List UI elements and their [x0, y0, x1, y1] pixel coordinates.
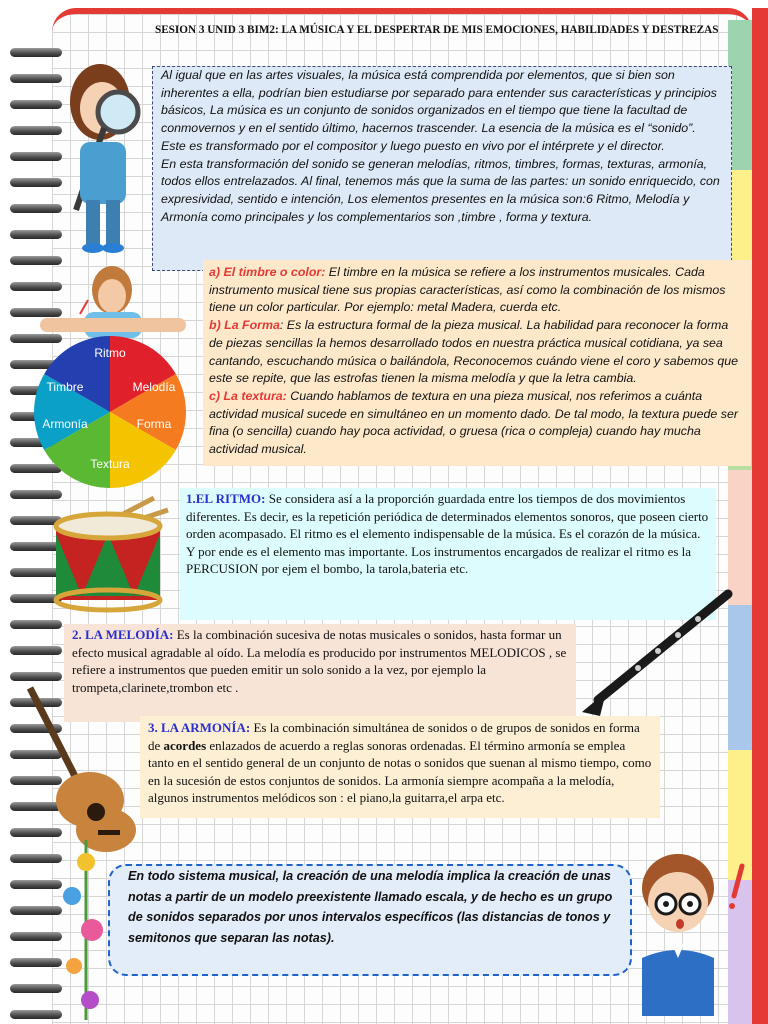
ritmo-text: Se considera así a la proporción guardada entre los tiempos de dos movimientos diferentes. Es decir, es la repetición periódica de determinados elementos sonoros, que poseen cierto orden acompasado. El ritmo es el elemento indispensable de la música. Es el corazón de la música. Y por ende es el elemento mas importante. Los instrumentos encargados de realizar el ritmo es la PERCUSION por ejem el bombo, la tarola,bateria etc.: [186, 491, 709, 577]
timbre-paragraph: [209, 264, 745, 317]
wheel-label-armonia: Armonía: [42, 417, 88, 431]
intro-box: [152, 66, 732, 271]
page-title: SESION 3 UNID 3 BIM2: LA MÚSICA Y EL DESPERTAR DE MIS EMOCIONES, HABILIDADES Y DESTREZAS: [155, 24, 719, 36]
textura-text: Cuando hablamos de textura en una pieza musical, nos referimos a cuánta actividad musical sucede en simultáneo en un momento dado. De tal modo, la textura puede ser fina (o sencilla) cuando hay poca actividad, o gruesa (rica o compleja) cuando hay mucha actividad musical.: [209, 388, 738, 457]
complementary-elements-box: [203, 260, 751, 466]
drum-icon: [50, 496, 180, 614]
forma-paragraph: [209, 317, 745, 388]
tab-peach: [728, 470, 752, 605]
escala-box: [108, 864, 632, 976]
textura-heading: c) La textura:: [209, 388, 287, 403]
armonia-heading: 3. LA ARMONÍA:: [148, 720, 251, 735]
melodia-heading: 2. LA MELODÍA:: [72, 627, 174, 642]
thinking-boy-illustration: [630, 846, 750, 1016]
melodia-box: [64, 624, 576, 722]
armonia-text-2: enlazados de acuerdo a reglas sonoras ordenadas. El término armonía se emplea tanto en el sentido general de un conjunto de notas o sonidos que suenan al mismo tiempo, como en la sucesión de estos conjuntos de sonidos. La armonía siempre acompaña a la melodía, algunos instrumentos melódicos son : el piano,la guitarra,el arpa etc.: [148, 737, 652, 806]
ritmo-heading: 1.EL RITMO:: [186, 491, 266, 506]
wheel-label-ritmo: Ritmo: [94, 346, 126, 360]
wheel-label-forma: Forma: [136, 417, 172, 431]
forma-heading: b) La Forma: [209, 318, 280, 333]
magnifier-girl-illustration: [60, 50, 155, 260]
melodia-text: Es la combinación sucesiva de notas musicales o sonidos, hasta formar un efecto musical agradable al oído. La melodía es producido por instrumentos MELODICOS , se refiere a instrumentos que pueden emitir un solo sonido a la vez, por ejemplo la trompeta,clarinete,trombon etc .: [72, 627, 567, 695]
armonia-text-1: Es la combinación simultánea de sonidos o de grupos de sonidos en forma de: [148, 720, 640, 753]
escala-text: En todo sistema musical, la creación de una melodía implica la creación de unas notas a partir de un modelo preexistente llamado escala, y de hecho es un grupo de sonidos separados por unos intervalos específicos (las distancias de tonos y semitonos que separan las notas).: [128, 869, 613, 945]
guitar-icon: [20, 684, 140, 854]
forma-text: : Es la estructura formal de la pieza musical. La habilidad para reconocer la forma de piezas sencillas la hemos desarrollado todos en nuestra práctica musical cotidiana, ya sea cantando, escuchando música o bailándola, Reconocemos cuándo viene el coro y sabemos que este se repite, que las estrofas tienen la misma melodía y que la letra cambia.: [209, 318, 739, 386]
armonia-bold-term: acordes: [163, 737, 207, 753]
wheel-label-textura: Textura: [90, 457, 130, 471]
timbre-text: El timbre en la música se refiere a los instrumentos musicales. Cada instrumento musical tiene sus propias características, así como la combinación de los mismos tiene un color particular. Por ejemplo: metal Madera, cuerda etc.: [209, 265, 726, 315]
red-edge: [752, 8, 768, 1024]
wheel-label-melodia: Melodía: [132, 380, 176, 394]
textura-paragraph: [209, 388, 745, 459]
music-elements-wheel: [30, 332, 190, 492]
intro-paragraph-2: En esta transformación del sonido se generan melodías, ritmos, timbres, formas, texturas, armonía, todos ellos entrelazados. Al final, tenemos más que la suma de las partes: un sonido enriquecido, con expresividad, sentido e intención, Los elementos presentes en la música son:6 Ritmo, Melodía y Armonía como principales y los complementarios son ,timbre , forma y textura.: [161, 156, 720, 224]
intro-paragraph-1: Al igual que en las artes visuales, la música está comprendida por elementos, que si bien son inherentes a ella, podrían bien estudiarse por separado para entender sus características y principios básicos, La música es un conjunto de sonidos organizados en el tiempo que tiene la facultad de conmovernos y en el sentido último, hacernos trascender. La esencia de la música es el “sonido”. Este es transformado por el compositor y luego puesto en vivo por el intérprete y el director.: [161, 68, 717, 153]
wheel-label-timbre: Timbre: [46, 380, 84, 394]
armonia-box: [140, 716, 660, 818]
clarinet-icon: [578, 588, 738, 720]
timbre-heading: a) El timbre o color:: [209, 265, 326, 279]
